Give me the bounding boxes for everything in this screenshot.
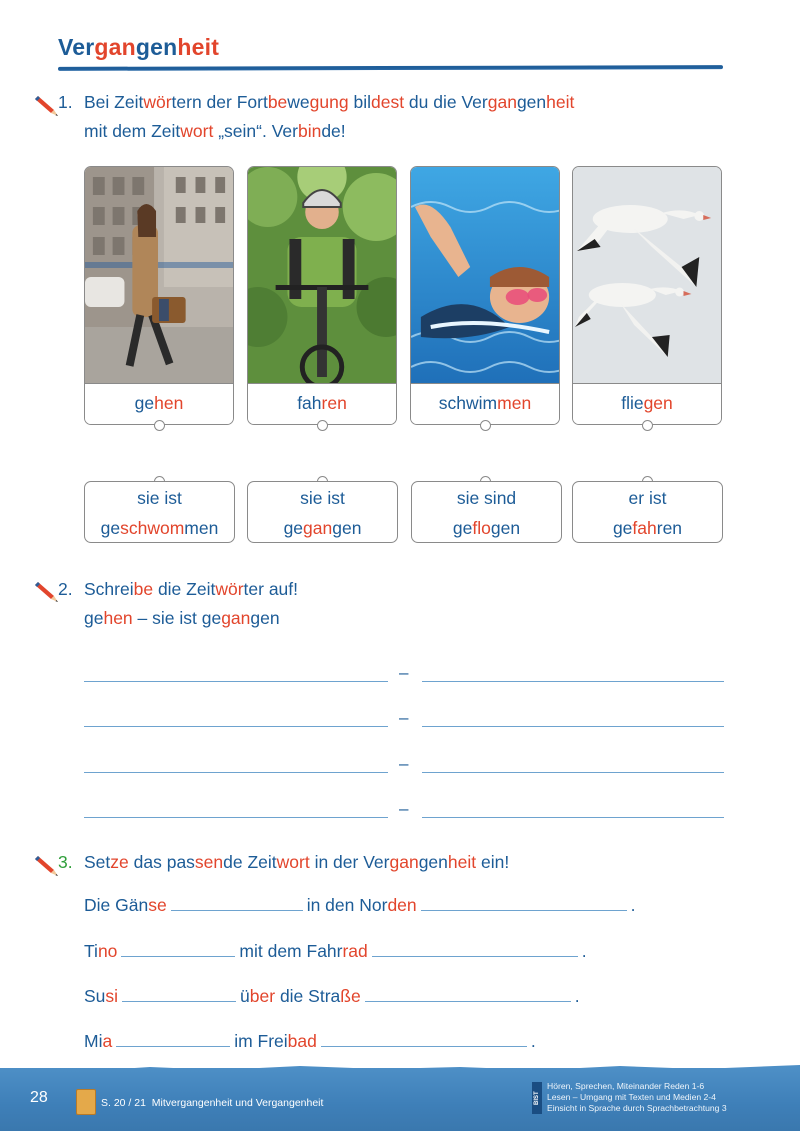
title-underline xyxy=(58,65,723,71)
pencil-icon xyxy=(34,578,60,604)
verb-fliegen xyxy=(573,383,721,424)
text-segment: gen xyxy=(516,92,547,112)
pencil-icon xyxy=(34,92,60,118)
text-segment: a xyxy=(102,1031,113,1051)
picture-card-flying xyxy=(572,166,722,425)
text-segment: heit xyxy=(447,852,477,872)
text-segment: Ti xyxy=(84,941,98,961)
picture-card-swimming xyxy=(410,166,560,425)
exercise-2-number: 2. xyxy=(58,579,73,599)
text-segment: die Zeit xyxy=(153,579,216,599)
sentence-2: Tino mit dem Fahrrad . xyxy=(84,941,587,961)
text-segment: be xyxy=(133,579,154,599)
text-segment: gan xyxy=(221,608,251,628)
text-segment: ter auf! xyxy=(243,579,299,599)
verb-schwimmen xyxy=(411,383,559,424)
text-segment: ü xyxy=(240,986,250,1006)
text-segment: tern der Fort xyxy=(171,92,268,112)
text-segment: Mi xyxy=(84,1031,103,1051)
walking-woman-image xyxy=(85,167,233,386)
write-line-right-4[interactable] xyxy=(422,817,724,818)
text-segment: ge xyxy=(283,518,304,538)
text-segment: sen xyxy=(194,852,224,872)
blank-1a[interactable] xyxy=(171,909,303,911)
text-segment: bad xyxy=(287,1031,317,1051)
text-segment: ge xyxy=(612,518,633,538)
connector-dot-card-1[interactable] xyxy=(154,420,165,431)
text-segment: men xyxy=(184,518,219,538)
text-segment: ber xyxy=(249,986,276,1006)
text-segment: be xyxy=(267,92,288,112)
write-line-right-3[interactable] xyxy=(422,772,724,773)
text-segment: Set xyxy=(84,852,111,872)
text-segment: „sein“. Ver xyxy=(213,121,298,141)
text-segment: du die Ver xyxy=(404,92,488,112)
write-line-right-2[interactable] xyxy=(422,726,724,727)
blank-1b[interactable] xyxy=(421,909,627,911)
exercise-1-instruction-line2 xyxy=(84,117,346,146)
text-segment: ge xyxy=(100,518,121,538)
text-segment: im Frei xyxy=(234,1031,288,1051)
text-segment: hen xyxy=(103,608,133,628)
text-segment: gan xyxy=(487,92,517,112)
text-segment: den xyxy=(387,895,417,915)
text-segment: gen xyxy=(490,518,521,538)
text-segment: ge xyxy=(134,393,155,413)
text-segment: ge xyxy=(84,608,104,628)
dash: – xyxy=(399,708,409,727)
text-segment: schwom xyxy=(120,518,185,538)
text-segment: no xyxy=(97,941,118,961)
answer-box-3: sie sind geflogen xyxy=(411,481,562,543)
write-line-left-1[interactable] xyxy=(84,681,388,682)
text-segment: heit xyxy=(546,92,575,112)
text-segment: ren xyxy=(656,518,683,538)
text-segment: gan xyxy=(389,852,419,872)
text-segment: we xyxy=(287,92,310,112)
text-segment: die Stra xyxy=(275,986,341,1006)
text-segment: gan xyxy=(303,518,333,538)
text-segment: dest xyxy=(370,92,405,112)
verb-gehen xyxy=(85,383,233,424)
exercise-1-instruction-line1 xyxy=(84,88,574,117)
text-segment: gen xyxy=(250,608,280,628)
text-segment: men xyxy=(497,393,532,413)
pencil-icon xyxy=(34,852,60,878)
text-segment: das pas xyxy=(128,852,195,872)
text-segment: rad xyxy=(342,941,368,961)
text-segment: wör xyxy=(215,579,244,599)
text-segment: ein! xyxy=(476,852,510,872)
text-segment: gen xyxy=(418,852,448,872)
text-segment: fah xyxy=(632,518,657,538)
text-segment: Su xyxy=(84,986,106,1006)
connector-dot-card-2[interactable] xyxy=(317,420,328,431)
page-number: 28 xyxy=(30,1089,48,1106)
text-segment: se xyxy=(148,895,167,915)
exercise-2-instruction xyxy=(84,575,298,604)
blank-2b[interactable] xyxy=(372,955,578,957)
dash: – xyxy=(399,663,409,682)
answer-box-1: sie ist geschwommen xyxy=(84,481,235,543)
text-segment: Bei Zeit xyxy=(84,92,144,112)
blank-3a[interactable] xyxy=(122,1000,236,1002)
text-segment: ze xyxy=(110,852,129,872)
picture-card-cycling xyxy=(247,166,397,425)
text-segment: bin xyxy=(297,121,322,141)
text-segment: flo xyxy=(472,518,491,538)
text-segment: ren xyxy=(321,393,347,413)
swimming-girl-image xyxy=(411,167,559,386)
text-segment: ße xyxy=(340,986,361,1006)
text-segment: – sie ist ge xyxy=(132,608,222,628)
text-segment: ge xyxy=(452,518,473,538)
dash: – xyxy=(399,799,409,818)
write-line-left-2[interactable] xyxy=(84,726,388,727)
text-segment: wör xyxy=(143,92,172,112)
text-segment: mit dem Fahr xyxy=(239,941,343,961)
cycling-boy-image xyxy=(248,167,396,386)
connector-dot-card-4[interactable] xyxy=(642,420,653,431)
connector-dot-card-3[interactable] xyxy=(480,420,491,431)
flying-geese-image xyxy=(573,167,721,386)
text-segment: de! xyxy=(321,121,346,141)
exercise-1-number: 1. xyxy=(58,92,73,112)
text-segment: in der Ver xyxy=(309,852,390,872)
text-segment: gen xyxy=(332,518,362,538)
sentence-3: Susi über die Straße . xyxy=(84,986,580,1006)
exercise-3-number: 3. xyxy=(58,852,73,872)
dash: – xyxy=(399,754,409,773)
blank-4b[interactable] xyxy=(321,1045,527,1047)
text-segment: Schrei xyxy=(84,579,134,599)
text-segment: si xyxy=(105,986,119,1006)
text-segment: bil xyxy=(348,92,371,112)
text-segment: hen xyxy=(154,393,184,413)
book-icon xyxy=(76,1089,96,1115)
text-segment: wort xyxy=(276,852,310,872)
text-segment: mit dem Zeit xyxy=(84,121,181,141)
text-segment: Die Gän xyxy=(84,895,149,915)
cross-reference: S. 20 / 21 Mitvergangenheit und Vergangenheit xyxy=(101,1097,324,1109)
write-line-left-4[interactable] xyxy=(84,817,388,818)
text-segment: fah xyxy=(297,393,322,413)
text-segment: gung xyxy=(309,92,349,112)
write-line-left-3[interactable] xyxy=(84,772,388,773)
answer-box-4: er ist gefahren xyxy=(572,481,723,543)
text-segment: wort xyxy=(180,121,214,141)
sentence-4: Mia im Freibad . xyxy=(84,1031,536,1051)
exercise-3-instruction xyxy=(84,848,509,877)
write-line-right-1[interactable] xyxy=(422,681,724,682)
text-segment: in den Nor xyxy=(306,895,388,915)
blank-2a[interactable] xyxy=(121,955,235,957)
text-segment: flie xyxy=(621,393,644,413)
text-segment: gen xyxy=(643,393,673,413)
bist-competencies: Hören, Sprechen, Miteinander Reden 1-6 Lesen – Umgang mit Texten und Medien 2-4 Einsicht in Sprache durch Sprachbetrachtung 3 xyxy=(547,1081,727,1113)
text-segment: de Zeit xyxy=(223,852,277,872)
exercise-2-example xyxy=(84,604,280,633)
page-title: Vergangenheit xyxy=(58,34,220,60)
answer-box-2: sie ist gegangen xyxy=(247,481,398,543)
picture-card-walking xyxy=(84,166,234,425)
verb-fahren xyxy=(248,383,396,424)
bist-tag: BIST xyxy=(532,1082,542,1114)
sentence-1: Die Gänse in den Norden . xyxy=(84,895,636,915)
blank-4a[interactable] xyxy=(116,1045,230,1047)
blank-3b[interactable] xyxy=(365,1000,571,1002)
text-segment: schwim xyxy=(438,393,498,413)
